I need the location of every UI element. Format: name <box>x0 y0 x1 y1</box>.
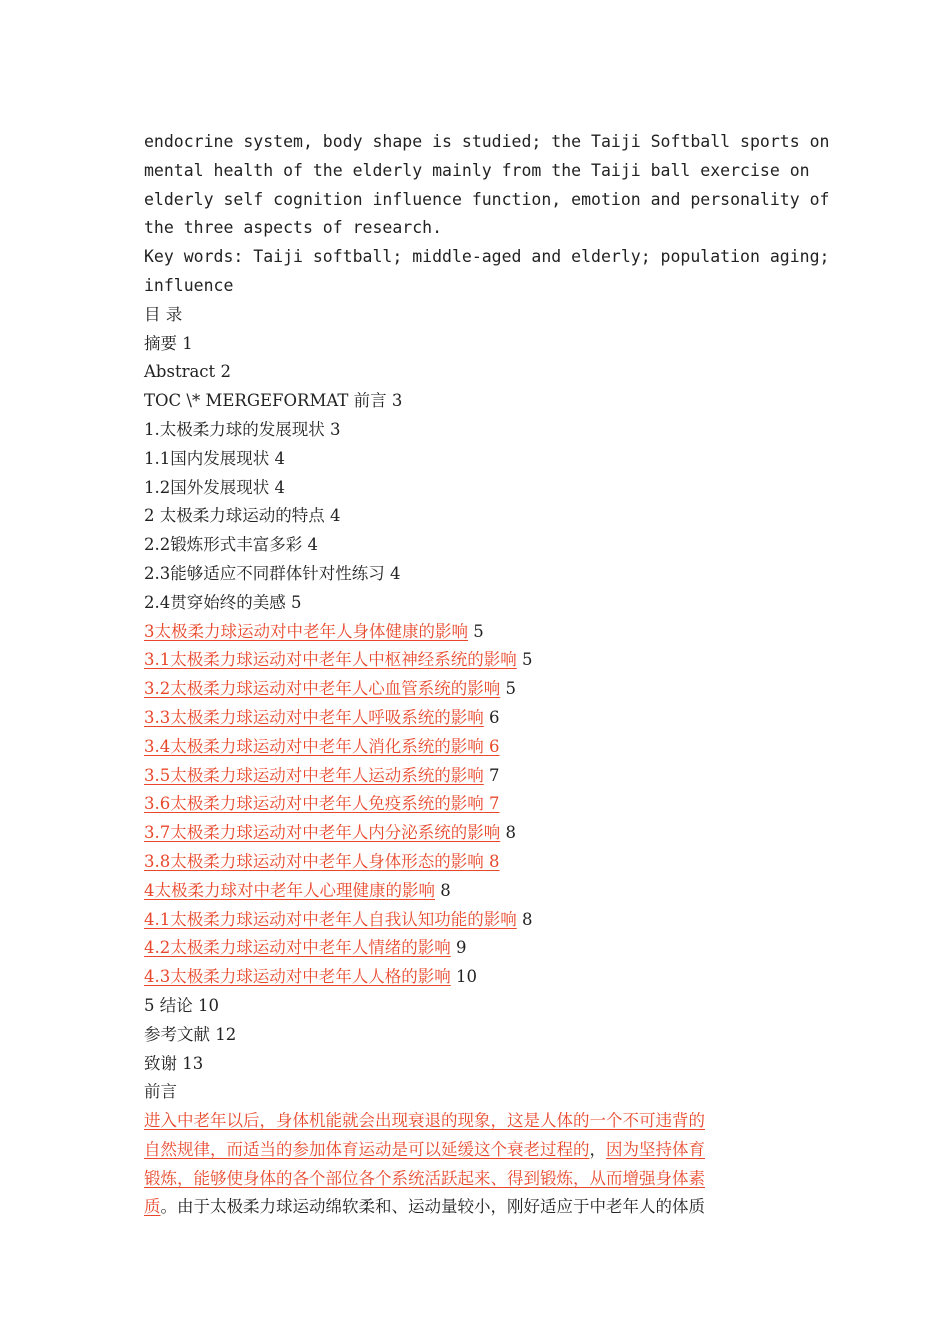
preface-heading: 前言 <box>144 1082 177 1102</box>
toc-entry <box>144 330 812 359</box>
toc-link[interactable]: 3.1太极柔力球运动对中老年人中枢神经系统的影响 <box>144 650 517 670</box>
toc-link[interactable]: 3.8太极柔力球运动对中老年人身体形态的影响 <box>144 851 484 871</box>
toc-title: 目 录 <box>144 304 183 324</box>
toc-page-number: 2 <box>220 362 231 382</box>
toc-entry[interactable] <box>144 906 812 935</box>
toc-page-number: 5 <box>505 679 516 699</box>
toc-page-number: 4 <box>274 448 285 468</box>
toc-link[interactable]: 4.3太极柔力球运动对中老年人人格的影响 <box>144 967 451 987</box>
toc-entry <box>144 387 812 416</box>
toc-page-number: 4 <box>274 477 285 497</box>
toc-entry[interactable] <box>144 733 812 762</box>
toc-page-number: 8 <box>505 823 516 843</box>
toc-page-number: 10 <box>198 995 219 1015</box>
toc-entry[interactable] <box>144 877 812 906</box>
toc-entry-title: 1.太极柔力球的发展现状 <box>144 419 325 439</box>
toc-link[interactable]: 3.7太极柔力球运动对中老年人内分泌系统的影响 <box>144 823 501 843</box>
toc-page-number: 6 <box>489 707 500 727</box>
toc-entry[interactable] <box>144 646 812 675</box>
toc-page-number: 4 <box>330 506 341 526</box>
toc-page-number: 3 <box>330 419 341 439</box>
toc-page-number: 4 <box>390 563 401 583</box>
toc-entry-title: 2 太极柔力球运动的特点 <box>144 506 325 526</box>
table-of-contents <box>144 330 812 1079</box>
toc-page-number: 5 <box>473 621 484 641</box>
toc-entry-title: 2.2锻炼形式丰富多彩 <box>144 535 303 555</box>
toc-entry-title: 2.3能够适应不同群体针对性练习 <box>144 563 385 583</box>
toc-entry[interactable] <box>144 704 812 733</box>
toc-link[interactable]: 3.5太极柔力球运动对中老年人运动系统的影响 <box>144 765 484 785</box>
toc-link[interactable]: 4太极柔力球对中老年人心理健康的影响 <box>144 880 435 900</box>
toc-page-number: 3 <box>391 391 403 411</box>
plain-text: ， <box>589 1139 606 1159</box>
toc-entry[interactable] <box>144 819 812 848</box>
toc-entry-title: 摘要 <box>144 333 177 353</box>
keywords-line: Key words: Taiji softball; middle-aged and elderly; population aging; <box>144 247 830 267</box>
keywords-line: influence <box>144 275 234 295</box>
toc-page-number: 1 <box>182 333 193 353</box>
toc-entry <box>144 1050 812 1079</box>
toc-entry-title: 1.1国内发展现状 <box>144 448 270 468</box>
abstract-line: the three aspects of research. <box>144 218 443 238</box>
toc-entry <box>144 445 812 474</box>
toc-link[interactable]: 3太极柔力球运动对中老年人身体健康的影响 <box>144 621 468 641</box>
abstract-line: elderly self cognition influence function, emotion and personality of <box>144 189 830 209</box>
toc-page-number: 9 <box>456 938 467 958</box>
toc-link[interactable]: 3.6太极柔力球运动对中老年人免疫系统的影响 <box>144 794 484 814</box>
document-content <box>144 128 830 1222</box>
highlighted-text: 质 <box>144 1197 161 1217</box>
toc-page-number: 4 <box>307 535 318 555</box>
highlighted-text: 因为坚持体育 <box>606 1139 705 1159</box>
toc-entry <box>144 589 812 618</box>
toc-page-number[interactable]: 6 <box>489 736 500 756</box>
toc-page-number: 8 <box>522 909 533 929</box>
toc-link[interactable]: 3.3太极柔力球运动对中老年人呼吸系统的影响 <box>144 707 484 727</box>
toc-entry <box>144 502 812 531</box>
toc-entry-title: 5 结论 <box>144 995 193 1015</box>
toc-entry-title: 1.2国外发展现状 <box>144 477 270 497</box>
toc-link[interactable]: 3.4太极柔力球运动对中老年人消化系统的影响 <box>144 736 484 756</box>
toc-link[interactable]: 4.1太极柔力球运动对中老年人自我认知功能的影响 <box>144 909 517 929</box>
toc-entry[interactable] <box>144 762 812 791</box>
toc-entry-title: 致谢 <box>144 1053 177 1073</box>
toc-page-number: 5 <box>291 592 302 612</box>
toc-page-number: 8 <box>440 880 451 900</box>
toc-page-number: 12 <box>215 1024 237 1044</box>
toc-entry <box>144 416 812 445</box>
toc-entry[interactable] <box>144 790 812 819</box>
toc-entry[interactable] <box>144 963 812 992</box>
toc-page-number: 10 <box>456 967 477 987</box>
toc-entry <box>144 358 812 387</box>
toc-entry[interactable] <box>144 675 812 704</box>
toc-entry <box>144 1021 812 1050</box>
toc-entry-title: Abstract <box>144 362 216 382</box>
toc-page-number: 7 <box>489 765 500 785</box>
toc-entry <box>144 474 812 503</box>
toc-link[interactable]: 3.2太极柔力球运动对中老年人心血管系统的影响 <box>144 679 501 699</box>
highlighted-text: 自然规律，而适当的参加体育运动是可以延缓这个衰老过程的 <box>144 1139 590 1159</box>
toc-entry[interactable] <box>144 618 812 647</box>
abstract-line: endocrine system, body shape is studied; the Taiji Softball sports on <box>144 132 830 151</box>
highlighted-text: 进入中老年以后，身体机能就会出现衰退的现象，这是人体的一个不可违背的 <box>144 1111 705 1131</box>
toc-entry <box>144 992 812 1021</box>
toc-entry-title: 2.4贯穿始终的美感 <box>144 592 286 612</box>
toc-entry-title: 参考文献 <box>144 1024 210 1044</box>
toc-page-number: 5 <box>522 650 533 670</box>
abstract-line: mental health of the elderly mainly from the Taiji ball exercise on <box>144 160 810 180</box>
toc-entry[interactable] <box>144 848 812 877</box>
toc-page-number: 13 <box>182 1053 204 1073</box>
toc-entry <box>144 560 812 589</box>
toc-entry <box>144 531 812 560</box>
toc-link[interactable]: 4.2太极柔力球运动对中老年人情绪的影响 <box>144 938 451 958</box>
preface-paragraph <box>144 1107 812 1222</box>
toc-page-number[interactable]: 8 <box>489 851 500 871</box>
toc-entry[interactable] <box>144 934 812 963</box>
toc-page-number[interactable]: 7 <box>489 794 500 814</box>
highlighted-text: 锻炼，能够使身体的各个部位各个系统活跃起来、得到锻炼，从而增强身体素 <box>144 1168 705 1188</box>
toc-entry-title: TOC \* MERGEFORMAT 前言 <box>144 391 387 411</box>
english-abstract <box>144 128 830 301</box>
plain-text: 。由于太极柔力球运动绵软柔和、运动量较小，刚好适应于中老年人的体质 <box>160 1197 705 1217</box>
